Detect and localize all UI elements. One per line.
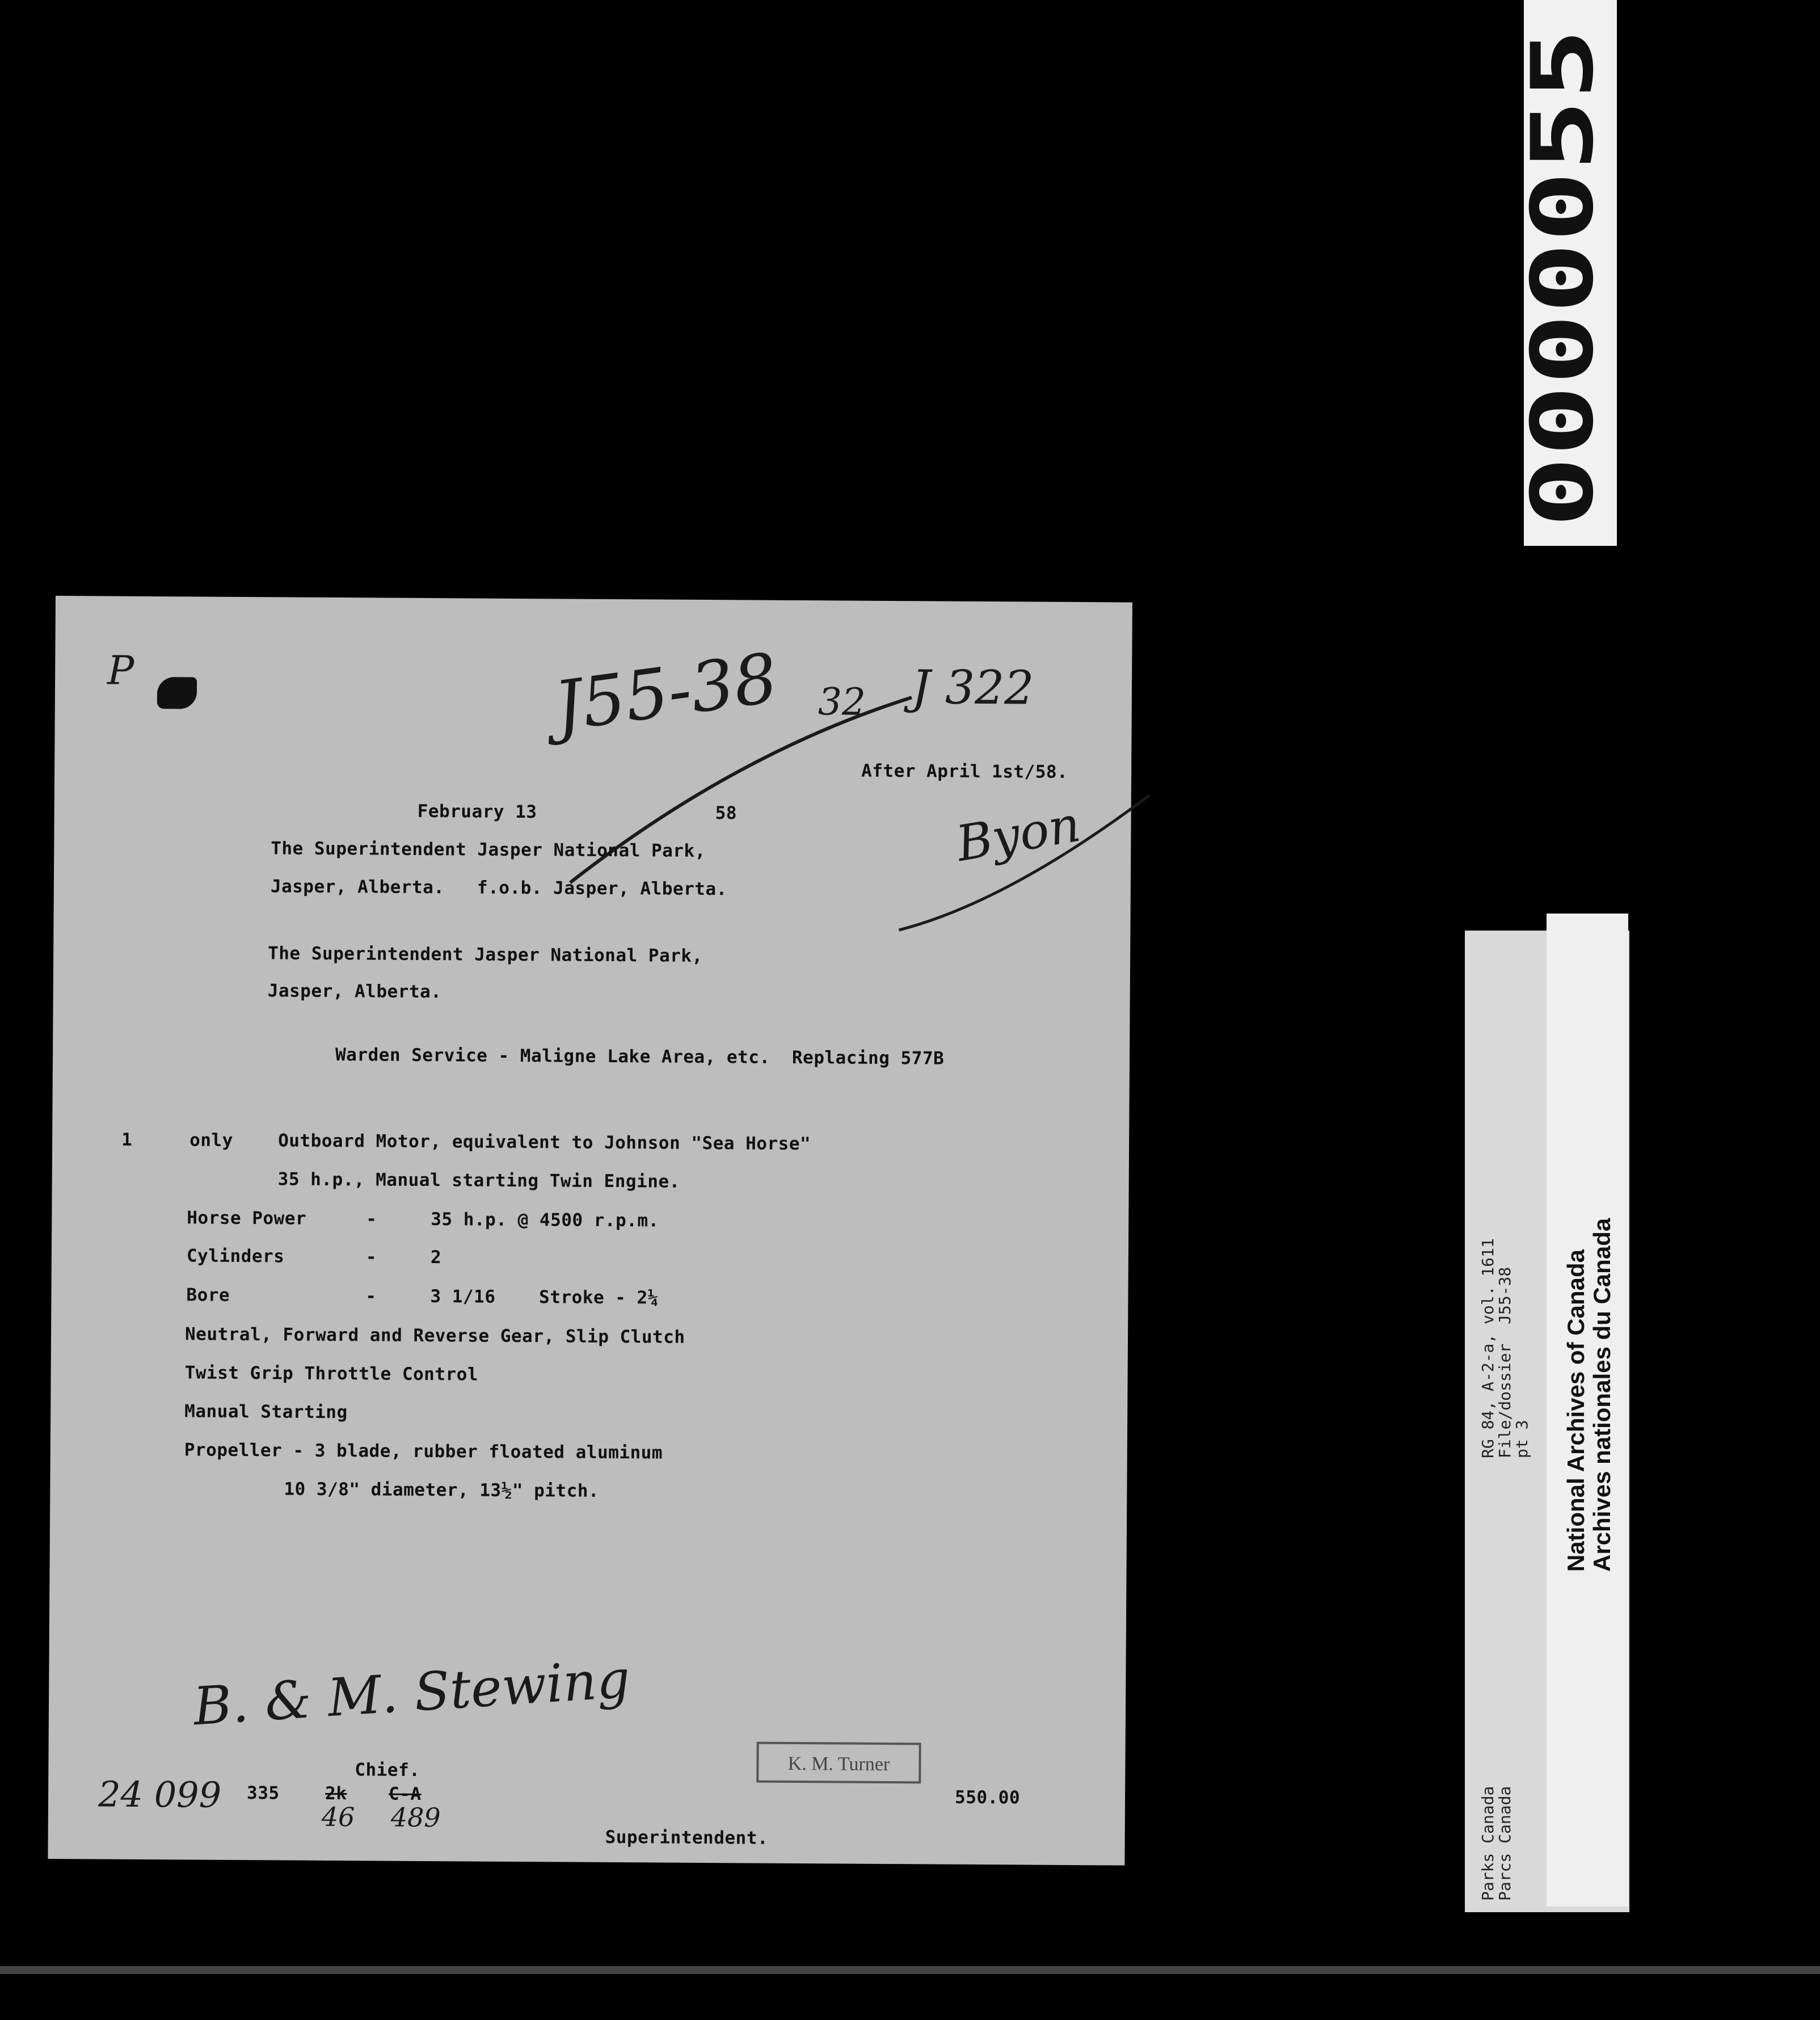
spec-value-bore: 3 1/16 Stroke - 2¼ [430, 1286, 659, 1308]
org-name-fr: Parcs Canada [1495, 1786, 1514, 1901]
corner-mark: P [107, 647, 134, 694]
handwritten-ref-prefix: 32 [818, 680, 866, 724]
archive-reference-line-1: RG 84, A-2-a, vol. 1611 [1478, 1238, 1497, 1458]
item-description-2: 35 h.p., Manual starting Twin Engine. [277, 1169, 680, 1192]
date-month: February 13 [417, 801, 537, 823]
film-edge [0, 1966, 1820, 1974]
archives-name-en: National Archives of Canada [1562, 1249, 1589, 1572]
frame-number-strip [1514, 0, 1617, 546]
address-2-line-1: The Superintendent Jasper National Park, [268, 943, 703, 966]
fraction-bottom-1: 46 [321, 1801, 355, 1833]
address-2-line-2: Jasper, Alberta. [267, 980, 442, 1003]
date-year: 58 [715, 803, 738, 824]
archives-banner [1547, 914, 1628, 1907]
spec-dash: - [365, 1247, 377, 1268]
name-stamp [756, 1742, 921, 1784]
address-1-line-1: The Superintendent Jasper National Park, [271, 838, 706, 862]
feature-throttle: Twist Grip Throttle Control [184, 1362, 479, 1385]
spec-dash: - [365, 1286, 377, 1307]
spec-label-bore: Bore [186, 1285, 230, 1306]
tear-mark [157, 677, 197, 709]
feature-gear: Neutral, Forward and Reverse Gear, Slip Clutch [184, 1324, 685, 1348]
fraction-bottom-2: 489 [390, 1802, 441, 1833]
item-quantity: 1 [121, 1129, 133, 1150]
feature-propeller: Propeller - 3 blade, rubber floated aluminum [184, 1440, 663, 1463]
initials-underline [893, 788, 1155, 937]
spec-label-cylinders: Cylinders [186, 1245, 285, 1267]
account-code: 335 [247, 1783, 280, 1804]
item-description: Outboard Motor, equivalent to Johnson "Sea Horse" [278, 1130, 811, 1155]
chief-label: Chief. [355, 1760, 420, 1781]
handwritten-initials: Byon [952, 796, 1085, 873]
form-sheet [48, 596, 1132, 1866]
header-after-date: After April 1st/58. [861, 760, 1068, 782]
archive-reference-line-3: pt 3 [1513, 1420, 1531, 1458]
handwritten-signature: B. & M. Stewing [191, 1648, 632, 1737]
item-unit: only [189, 1130, 233, 1151]
frame-number [1514, 0, 1617, 546]
org-name-en: Parks Canada [1478, 1786, 1497, 1901]
spec-label-horse-power: Horse Power [187, 1207, 307, 1229]
archive-reference-line-2: File/dossier J55-38 [1495, 1266, 1514, 1458]
archives-name-fr: Archives nationales du Canada [1589, 1218, 1615, 1572]
handwritten-file-ref: J55-38 [550, 638, 782, 747]
propeller-detail: 10 3/8" diameter, 13½" pitch. [284, 1479, 600, 1501]
feature-starting: Manual Starting [184, 1401, 348, 1423]
spec-value-cylinders: 2 [430, 1247, 442, 1268]
spec-value-horse-power: 35 h.p. @ 4500 r.p.m. [431, 1209, 659, 1231]
handwritten-ref-2: J 322 [911, 660, 1034, 716]
superintendent-label: Superintendent. [605, 1827, 769, 1849]
frame-number-text: 0000055 [1514, 169, 1612, 528]
spec-dash: - [366, 1209, 377, 1230]
handwritten-ledger-number: 24 099 [98, 1773, 222, 1816]
subject-line: Warden Service - Maligne Lake Area, etc. Replacing 577B [335, 1045, 945, 1069]
address-1-line-2: Jasper, Alberta. f.o.b. Jasper, Alberta. [270, 876, 727, 900]
name-stamp-text: K. M. Turner [787, 1753, 890, 1775]
fraction-top-1: 2k [325, 1783, 347, 1804]
fraction-top-2: C-A [389, 1783, 422, 1804]
amount: 550.00 [954, 1787, 1021, 1808]
